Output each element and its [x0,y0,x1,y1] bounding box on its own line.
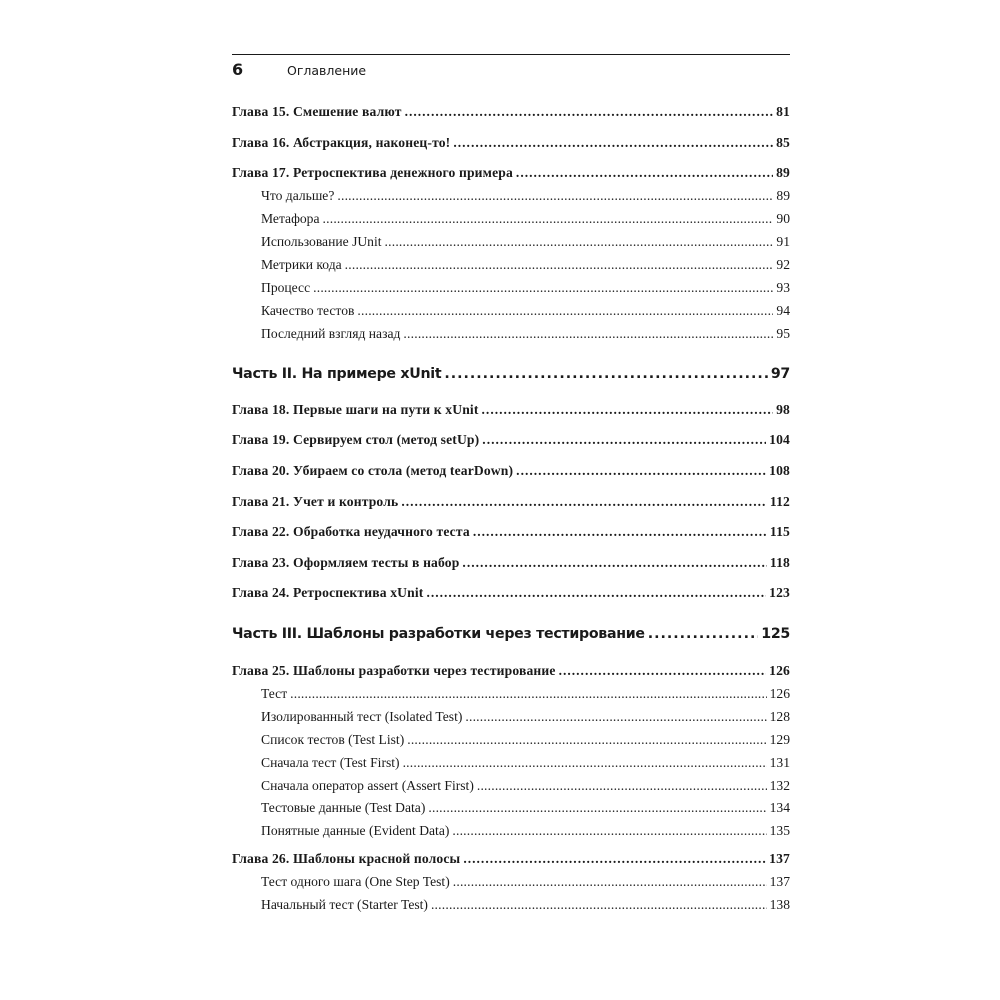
toc-entry-title: Глава 17. Ретроспектива денежного примера [232,165,513,180]
toc-entry-page: 93 [776,280,790,295]
toc-section [232,709,790,725]
toc-entry-title: Глава 15. Смешение валют [232,104,402,119]
dot-leader [357,303,773,319]
toc-entry-title: Тестовые данные (Test Data) [261,800,426,815]
toc-section [232,211,790,227]
dot-leader [337,188,773,204]
toc-entry-page: 91 [776,234,790,249]
toc-entry-title: Глава 21. Учет и контроль [232,494,399,509]
toc-entry-page: 128 [769,709,790,724]
toc-chapter-25 [232,663,790,679]
toc-entry-title: Глава 23. Оформляем тесты в набор [232,555,460,570]
toc-entry-page: 125 [761,626,790,642]
toc-entry-title: Последний взгляд назад [261,326,401,341]
toc-entry-title: Начальный тест (Starter Test) [261,897,428,912]
dot-leader [405,104,774,120]
running-header [232,54,790,85]
toc-entry-page: 89 [776,165,790,180]
dot-leader [559,663,767,679]
toc-entry-page: 129 [769,732,790,747]
toc-entry-page: 94 [776,303,790,318]
dot-leader [426,585,766,601]
toc-section [232,280,790,296]
toc-part-2 [232,366,790,382]
toc-entry-title: Список тестов (Test List) [261,732,405,747]
dot-leader [648,626,759,642]
dot-leader [453,135,773,151]
toc-entry-page: 123 [769,585,790,600]
dot-leader [482,402,774,418]
toc-entry-page: 137 [769,851,790,866]
toc-entry-title: Глава 19. Сервируем стол (метод setUp) [232,432,480,447]
toc-chapter-16 [232,135,790,151]
toc-entry-title: Понятные данные (Evident Data) [261,823,450,838]
toc-entry-page: 126 [769,686,790,701]
toc-entry-title: Глава 18. Первые шаги на пути к xUnit [232,402,479,417]
toc-section [232,732,790,748]
toc-section [232,686,790,702]
dot-leader [401,494,767,510]
dot-leader [473,524,767,540]
dot-leader [403,326,773,342]
toc-part-3 [232,626,790,642]
running-header-title: Оглавление [287,63,367,78]
toc-entry-page: 112 [769,494,790,509]
toc-entry-title: Изолированный тест (Isolated Test) [261,709,463,724]
toc-entry-page: 115 [769,524,790,539]
book-page [232,54,790,912]
toc-section [232,778,790,794]
toc-entry-page: 135 [769,823,790,838]
toc-entry-title: Глава 26. Шаблоны красной полосы [232,851,461,866]
dot-leader [313,280,773,296]
toc-entry-title: Глава 20. Убираем со стола (метод tearDown) [232,463,514,478]
toc-entry-title: Глава 24. Ретроспектива xUnit [232,585,424,600]
toc-entry-title: Глава 22. Обработка неудачного теста [232,524,470,539]
toc-section [232,257,790,273]
toc-entry-page: 85 [776,135,790,150]
toc-entry-page: 89 [776,188,790,203]
dot-leader [516,165,773,181]
dot-leader [431,897,767,913]
dot-leader [452,823,766,839]
toc-entry-title: Сначала оператор assert (Assert First) [261,778,474,793]
toc-entry-page: 138 [769,897,790,912]
toc-entry-title: Что дальше? [261,188,335,203]
toc-entry-page: 97 [770,366,790,382]
toc-entry-title: Процесс [261,280,311,295]
toc-chapter-20 [232,463,790,479]
toc-entry-title: Часть II. На примере xUnit [232,366,442,382]
toc-entry-title: Тест [261,686,288,701]
toc-entry-page: 118 [769,555,790,570]
toc-section [232,755,790,771]
toc-entry-page: 92 [776,257,790,272]
toc-entry-page: 81 [776,104,790,119]
toc-entry-page: 90 [776,211,790,226]
dot-leader [477,778,767,794]
toc-section [232,823,790,839]
dot-leader [290,686,766,702]
dot-leader [428,800,766,816]
toc-entry-page: 134 [769,800,790,815]
toc-chapter-15 [232,104,790,120]
toc-chapter-24 [232,585,790,601]
toc-entry-title: Качество тестов [261,303,355,318]
toc-entry-title: Использование JUnit [261,234,382,249]
toc-entry-page: 131 [769,755,790,770]
toc-section [232,234,790,250]
dot-leader [385,234,774,250]
toc-entry-title: Глава 16. Абстракция, наконец-то! [232,135,451,150]
toc-chapter-22 [232,524,790,540]
dot-leader [407,732,766,748]
toc-entry-title: Метрики кода [261,257,342,272]
toc-section [232,800,790,816]
toc-entry-page: 108 [769,463,790,478]
dot-leader [462,555,766,571]
toc-entry-title: Тест одного шага (One Step Test) [261,874,450,889]
toc-entry-page: 132 [769,778,790,793]
dot-leader [345,257,774,273]
toc-entry-page: 95 [776,326,790,341]
dot-leader [444,366,768,382]
toc-section [232,303,790,319]
toc-entry-title: Сначала тест (Test First) [261,755,400,770]
dot-leader [453,874,767,890]
toc-section [232,897,790,913]
toc-section [232,326,790,342]
dot-leader [465,709,766,725]
toc-entry-title: Метафора [261,211,320,226]
toc-chapter-19 [232,432,790,448]
toc-chapter-18 [232,402,790,418]
toc-entry-page: 137 [769,874,790,889]
dot-leader [482,432,766,448]
toc-entry-title: Часть III. Шаблоны разработки через тестирование [232,626,645,642]
toc-entry-page: 126 [769,663,790,678]
toc-section [232,188,790,204]
toc-entry-page: 98 [776,402,790,417]
toc-entry-title: Глава 25. Шаблоны разработки через тестирование [232,663,556,678]
dot-leader [403,755,767,771]
toc-chapter-21 [232,494,790,510]
toc-entry-page: 104 [769,432,790,447]
dot-leader [323,211,774,227]
toc-chapter-26 [232,851,790,867]
toc-chapter-23 [232,555,790,571]
page-number: 6 [232,60,244,79]
toc-chapter-17 [232,165,790,181]
dot-leader [516,463,766,479]
toc-section [232,874,790,890]
dot-leader [463,851,766,867]
